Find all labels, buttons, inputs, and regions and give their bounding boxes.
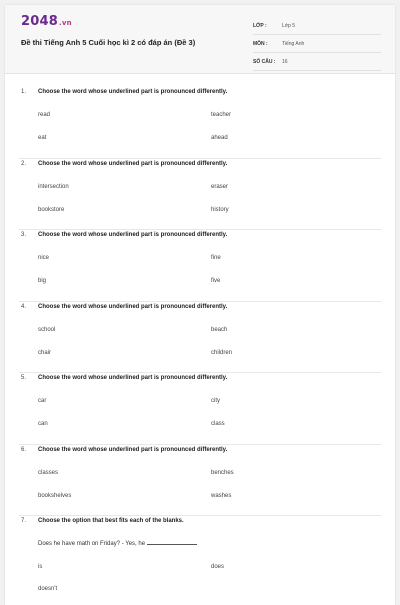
option-b[interactable]: beach — [211, 326, 228, 333]
question-number: 1. — [21, 89, 27, 95]
question-number: 7. — [21, 518, 27, 524]
site-logo[interactable] — [21, 14, 72, 29]
question-list — [5, 74, 395, 592]
option-d[interactable]: washes — [211, 492, 232, 499]
meta-value: Tiếng Anh — [282, 40, 305, 47]
question-header — [21, 89, 227, 95]
exam-header — [5, 5, 395, 74]
question-text: Choose the option that best fits each of the blanks. — [38, 518, 184, 524]
question-7 — [5, 516, 395, 592]
option-b[interactable]: does — [211, 564, 225, 570]
option-b[interactable]: benches — [211, 469, 234, 476]
logo-suffix: .vn — [58, 19, 72, 27]
exam-meta — [253, 17, 381, 71]
question-number: 3. — [21, 232, 27, 238]
prompt-text: Does he have math on Friday? - Yes, he — [38, 541, 146, 547]
option-b[interactable]: eraser — [211, 183, 229, 190]
question-6 — [5, 445, 395, 517]
meta-label: MÔN : — [253, 40, 268, 47]
meta-value: 16 — [282, 58, 288, 65]
option-c[interactable]: bookstore — [38, 206, 65, 213]
question-5 — [5, 373, 395, 445]
meta-row-subject — [253, 35, 381, 53]
option-a[interactable]: classes — [38, 469, 59, 476]
question-4 — [5, 302, 395, 374]
exam-title: Đề thi Tiếng Anh 5 Cuối học kì 2 có đáp án (Đề 3) — [21, 38, 196, 47]
option-c[interactable]: doesn't — [38, 586, 58, 592]
question-header — [21, 161, 227, 167]
option-a[interactable]: school — [38, 326, 56, 333]
option-d[interactable]: class — [211, 421, 225, 427]
option-b[interactable]: fine — [211, 255, 221, 261]
question-header — [21, 375, 227, 381]
question-text: Choose the word whose underlined part is pronounced differently. — [38, 375, 228, 381]
question-text: Choose the word whose underlined part is pronounced differently. — [38, 89, 228, 95]
logo-text: 2048 — [21, 14, 58, 29]
option-c[interactable]: chair — [38, 349, 52, 356]
option-c[interactable]: can — [38, 421, 48, 427]
option-a[interactable]: nice — [38, 255, 50, 261]
meta-row-count — [253, 53, 381, 71]
meta-row-class — [253, 17, 381, 35]
meta-label: LỚP : — [253, 22, 267, 29]
option-a[interactable]: car — [38, 398, 47, 404]
question-number: 6. — [21, 446, 27, 453]
question-header — [21, 232, 227, 238]
option-d[interactable]: five — [211, 278, 221, 284]
option-d[interactable]: history — [211, 206, 229, 213]
option-c[interactable]: big — [38, 278, 47, 284]
question-text: Choose the word whose underlined part is pronounced differently. — [38, 446, 228, 453]
meta-label: SỐ CÂU : — [253, 58, 276, 65]
exam-sheet — [5, 5, 395, 605]
question-text: Choose the word whose underlined part is pronounced differently. — [38, 303, 228, 310]
question-3 — [5, 230, 395, 302]
option-a[interactable]: intersection — [38, 183, 69, 190]
question-text: Choose the word whose underlined part is pronounced differently. — [38, 160, 228, 167]
option-d[interactable]: ahead — [211, 135, 228, 141]
question-header — [21, 518, 184, 524]
option-a[interactable]: read — [38, 112, 51, 118]
option-b[interactable]: city — [211, 398, 220, 404]
meta-value: Lớp 5 — [282, 22, 296, 29]
option-c[interactable]: bookshelves — [38, 492, 72, 499]
question-1 — [5, 87, 395, 159]
question-prompt — [38, 541, 197, 547]
option-b[interactable]: teacher — [211, 112, 232, 118]
question-2 — [5, 159, 395, 231]
answer-blank — [147, 544, 197, 545]
question-text: Choose the word whose underlined part is pronounced differently. — [38, 232, 228, 238]
question-number: 5. — [21, 375, 27, 381]
question-header — [21, 304, 227, 310]
question-number: 2. — [21, 160, 27, 167]
option-d[interactable]: children — [211, 349, 233, 356]
question-number: 4. — [21, 303, 27, 310]
option-a[interactable]: is — [38, 564, 43, 570]
question-header — [21, 447, 227, 453]
option-c[interactable]: eat — [38, 135, 47, 141]
